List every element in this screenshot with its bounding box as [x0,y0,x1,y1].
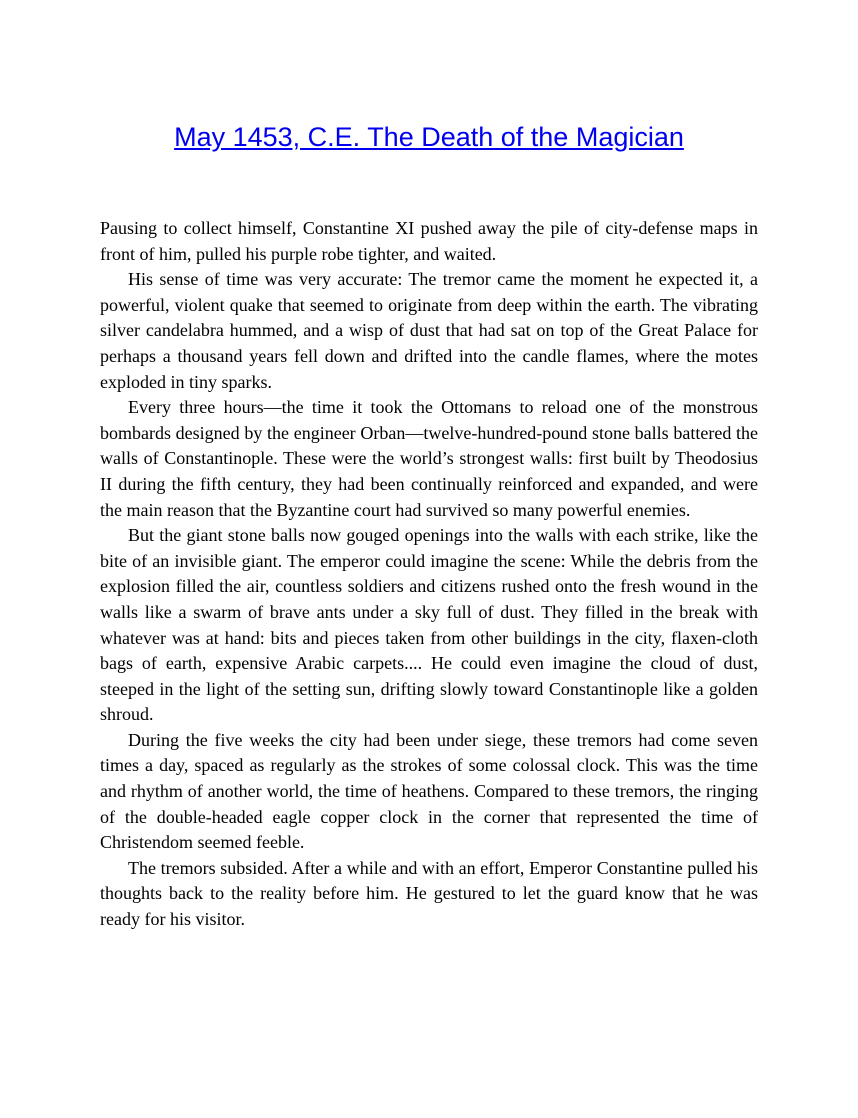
paragraph: His sense of time was very accurate: The tremor came the moment he expected it, a powerful, violent quake that seemed to originate from deep within the earth. The vibrating silver candelabra hummed, and a wisp of dust that had sat on top of the Great Palace for perhaps a thousand years fell down and drifted into the candle flames, where the motes exploded in tiny sparks. [100,269,758,392]
paragraph: Every three hours—the time it took the Ottomans to reload one of the monstrous bombards designed by the engineer Orban—twelve-hundred-pound stone balls battered the walls of Constantinople. These were the world’s strongest walls: first built by Theodosius II during the fifth century, they had been continually reinforced and expanded, and were the main reason that the Byzantine court had survived so many powerful enemies. [100,397,758,520]
chapter-title-link[interactable]: May 1453, C.E. The Death of the Magician [174,122,684,152]
paragraph: Pausing to collect himself, Constantine XI pushed away the pile of city-defense maps in front of him, pulled his purple robe tighter, and waited. [100,218,758,264]
paragraph: The tremors subsided. After a while and with an effort, Emperor Constantine pulled his thoughts back to the reality before him. He gestured to let the guard know that he was ready for his visitor. [100,857,758,930]
chapter-heading [0,0,858,154]
chapter-body [100,216,758,933]
paragraph: But the giant stone balls now gouged openings into the walls with each strike, like the bite of an invisible giant. The emperor could imagine the scene: While the debris from the explosion filled the air, countless soldiers and citizens rushed onto the fresh wound in the walls like a swarm of brave ants under a sky full of dust. They filled in the break with whatever was at hand: bits and pieces taken from other buildings in the city, flaxen-cloth bags of earth, expensive Arabic carpets.... He could even imagine the cloud of dust, steeped in the light of the setting sun, drifting slowly toward Constantinople like a golden shroud. [100,525,758,725]
paragraph: During the five weeks the city had been under siege, these tremors had come seven times a day, spaced as regularly as the strokes of some colossal clock. This was the time and rhythm of another world, the time of heathens. Compared to these tremors, the ringing of the double-headed eagle copper clock in the corner that represented the time of Christendom seemed feeble. [100,729,758,853]
